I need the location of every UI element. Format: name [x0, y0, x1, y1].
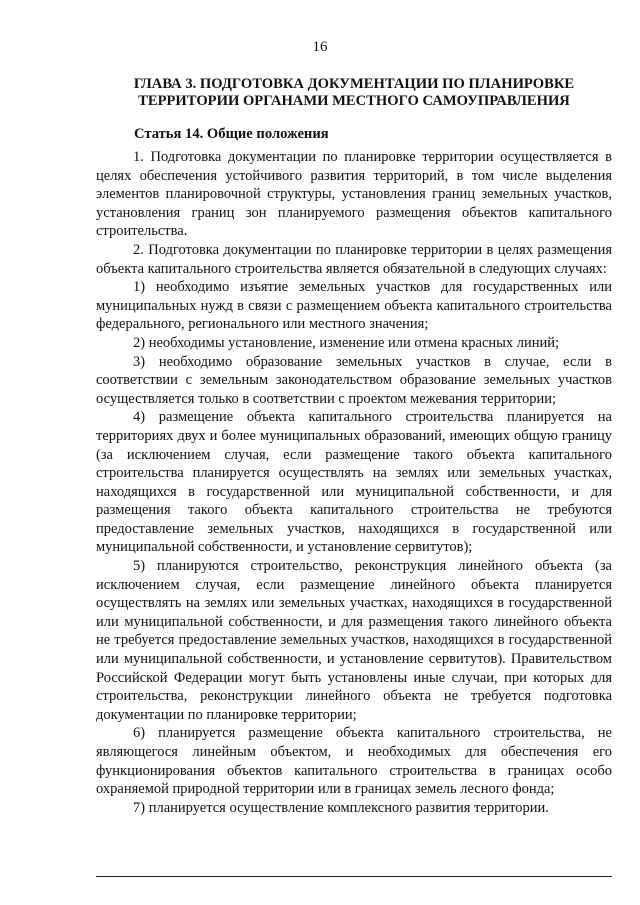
paragraph: 2. Подготовка документации по планировке территории в целях размещения объекта капитального строительства является обязательной в следующих случаях:: [96, 241, 612, 277]
list-item: 6) планируется размещение объекта капитального строительства, не являющегося линейным объектом, и необходимых для обеспечения его функционирования объектов капитального строительства в границах особо охраняемой природной территории или в границах земель лесного фонда;: [96, 725, 612, 798]
paragraph: 1. Подготовка документации по планировке территории осуществляется в целях обеспечения устойчивого развития территорий, в том числе выделения элементов планировочной структуры, установления границ земельных участков, установления границ зон планируемого размещения объектов капитального строительства.: [96, 149, 612, 240]
list-item: 1) необходимо изъятие земельных участков для государственных или муниципальных нужд в связи с размещением объекта капитального строительства федерального, регионального или местного значения;: [96, 279, 612, 333]
footer-rule: [96, 876, 612, 877]
article-title: Статья 14. Общие положения: [134, 126, 329, 142]
chapter-title-line: ГЛАВА 3. ПОДГОТОВКА ДОКУМЕНТАЦИИ ПО ПЛАНИРОВКЕ: [133, 76, 575, 92]
article-body: [96, 148, 612, 817]
list-item: 7) планируется осуществление комплексного развития территории.: [133, 799, 549, 816]
list-item: 5) планируются строительство, реконструкция линейного объекта (за исключением случая, если размещение линейного объекта планируется осуществлять на землях или земельных участках, находящихся в государственной или муниципальной собственности, и для размещения такого линейного объекта не требуется предоставление земельных участков, находящихся в государственной или муниципальной собственности, и установление сервитутов). Правительством Российской Федерации могут быть установлены иные случаи, при которых для строительства, реконструкции линейного объекта не требуется подготовка документации по планировке территории;: [96, 558, 612, 723]
list-item: 2) необходимы установление, изменение или отмена красных линий;: [133, 334, 560, 351]
list-item: 3) необходимо образование земельных участков в случае, если в соответствии с земельным законодательством образование земельных участков осуществляется только в соответствии с проектом межевания территории;: [96, 353, 612, 407]
list-item: 4) размещение объекта капитального строительства планируется на территориях двух и более муниципальных образований, имеющих общую границу (за исключением случая, если размещение такого объекта капитального строительства планируется осуществлять на землях или земельных участках, находящихся в государственной или муниципальной собственности, и для размещения такого объекта капитального строительства не требуются предоставление земельных участков, находящихся в государственной или муниципальной собственности, и установление сервитутов);: [96, 409, 612, 556]
page-number: 16: [312, 39, 328, 55]
chapter-title-line: ТЕРРИТОРИИ ОРГАНАМИ МЕСТНОГО САМОУПРАВЛЕНИЯ: [138, 93, 570, 109]
chapter-title: [96, 76, 612, 110]
